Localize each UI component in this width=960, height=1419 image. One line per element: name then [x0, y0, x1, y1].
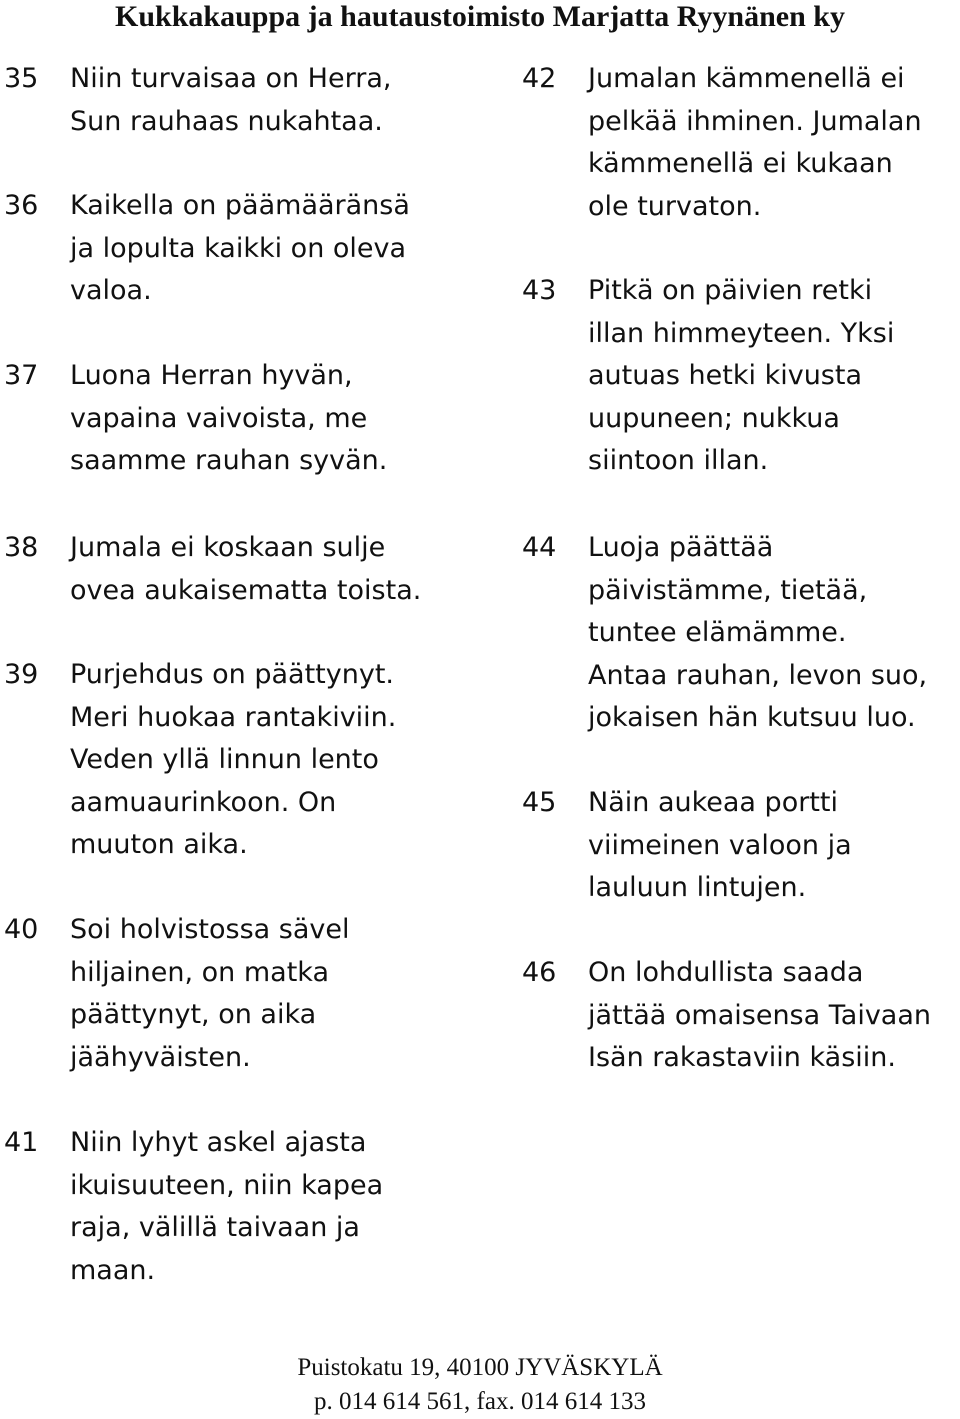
verse-text: Jumalan kämmenellä ei pelkää ihminen. Jumalan kämmenellä ei kukaan ole turvaton. [588, 63, 922, 222]
verse-text: Jumala ei koskaan sulje ovea aukaisematta toista. [70, 532, 422, 606]
verse-number: 36 [4, 190, 39, 221]
verse-text: Soi holvistossa sävel hiljainen, on matka päättynyt, on aika jäähyväisten. [70, 914, 350, 1073]
verse-number: 43 [522, 275, 557, 306]
verse-number: 44 [522, 532, 557, 563]
verse-text: Luoja päättää päivistämme, tietää, tuntee elämämme. Antaa rauhan, levon suo, jokaisen hän kutsuu luo. [588, 532, 928, 733]
verse-number: 38 [4, 532, 39, 563]
verse-number: 41 [4, 1127, 39, 1158]
verse-text: Kaikella on päämääränsä ja lopulta kaikki on oleva valoa. [70, 190, 410, 306]
footer-contact: p. 014 614 561, fax. 014 614 133 [314, 1388, 646, 1415]
verse-text: Luona Herran hyvän, vapaina vaivoista, me saamme rauhan syvän. [70, 360, 388, 476]
verse-number: 46 [522, 957, 557, 988]
verse-text: Niin lyhyt askel ajasta ikuisuuteen, niin kapea raja, välillä taivaan ja maan. [70, 1127, 384, 1286]
verse-number: 40 [4, 914, 39, 945]
page-title: Kukkakauppa ja hautaustoimisto Marjatta Ryynänen ky [115, 0, 845, 33]
verse-text: On lohdullista saada jättää omaisensa Taivaan Isän rakastaviin käsiin. [588, 957, 931, 1073]
verse-text: Näin aukeaa portti viimeinen valoon ja lauluun lintujen. [588, 787, 852, 903]
verse-text: Purjehdus on päättynyt. Meri huokaa rantakiviin. Veden yllä linnun lento aamuaurinkoon. On muuton aika. [70, 659, 397, 860]
footer-address: Puistokatu 19, 40100 JYVÄSKYLÄ [297, 1354, 663, 1381]
verse-number: 45 [522, 787, 557, 818]
verse-number: 42 [522, 63, 557, 94]
verse-text: Pitkä on päivien retki illan himmeyteen. Yksi autuas hetki kivusta uupuneen; nukkua siintoon illan. [588, 275, 895, 476]
verse-text: Niin turvaisaa on Herra, Sun rauhaas nukahtaa. [70, 63, 392, 137]
verse-number: 37 [4, 360, 39, 391]
verse-number: 35 [4, 63, 39, 94]
verse-number: 39 [4, 659, 39, 690]
